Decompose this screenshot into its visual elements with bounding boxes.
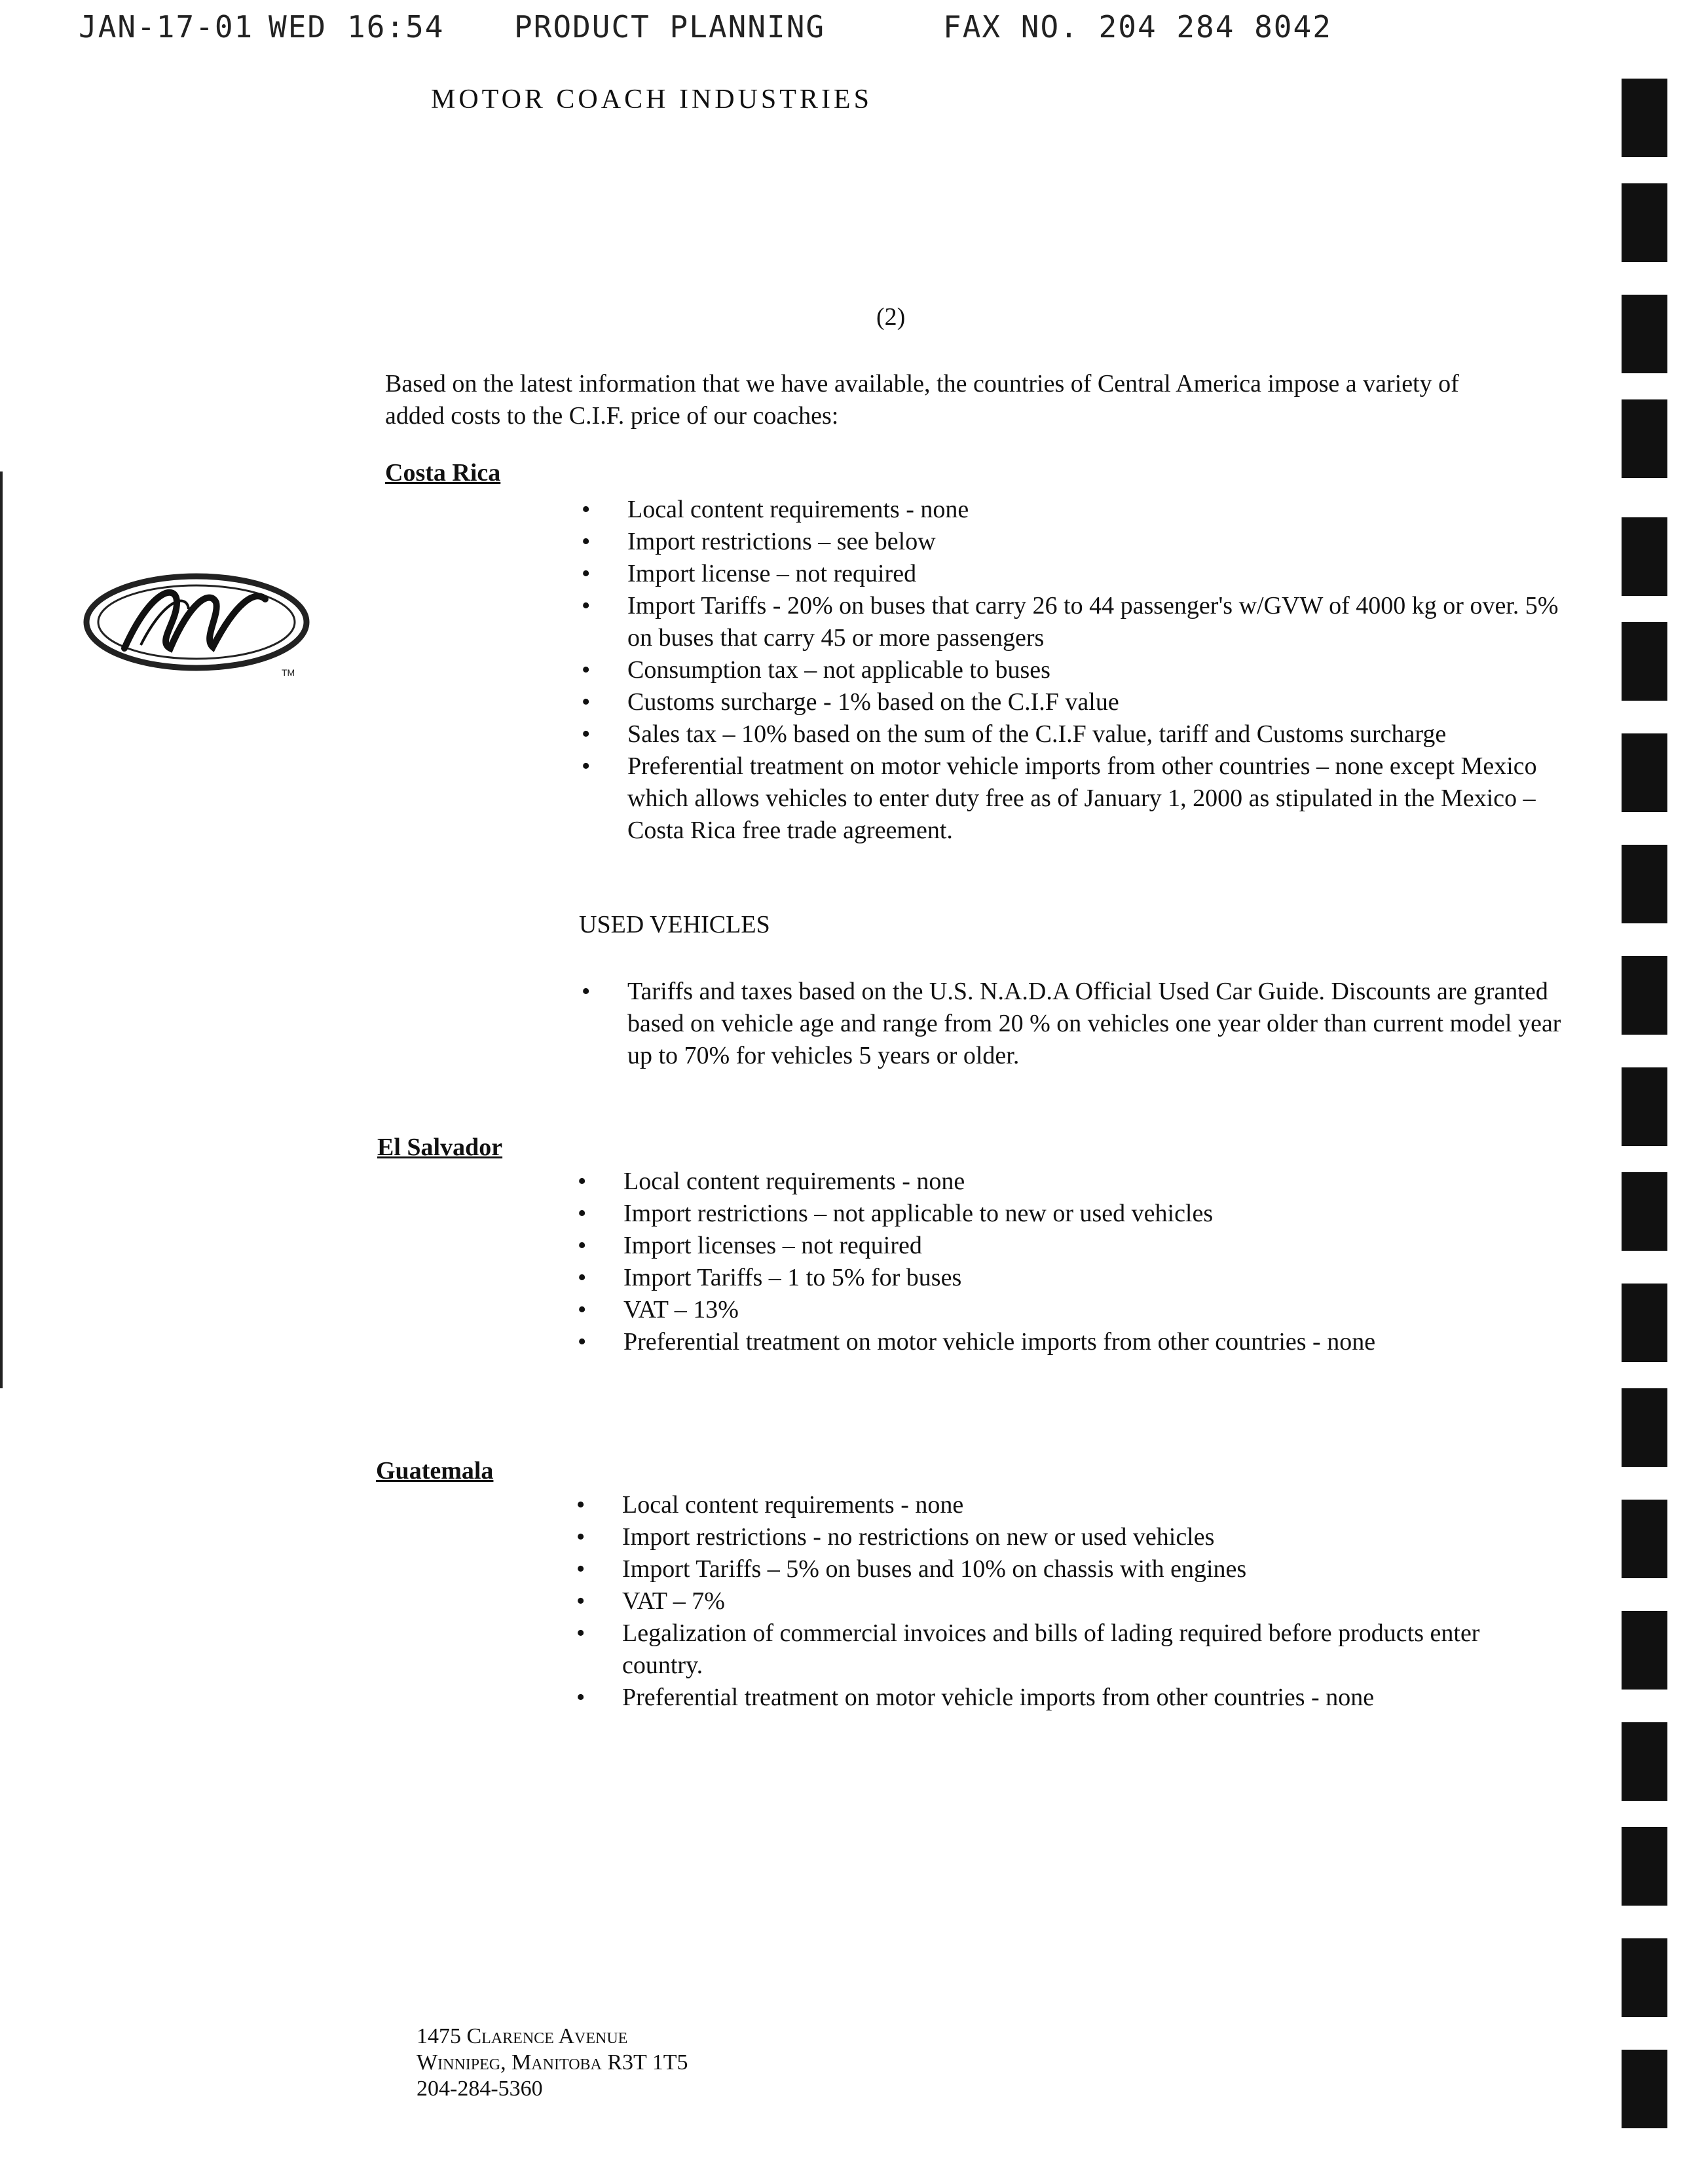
list-item: • Import Tariffs - 20% on buses that carry 26 to 44 passenger's w/GVW of 4000 kg or over. 5% on buses that carry 45 or more passengers xyxy=(627,590,1570,654)
list-item: • Preferential treatment on motor vehicle imports from other countries - none xyxy=(622,1682,1565,1714)
footer-city: Winnipeg, Manitoba R3T 1T5 xyxy=(417,2050,688,2075)
footer-street: 1475 Clarence Avenue xyxy=(417,2024,628,2048)
fax-department: PRODUCT PLANNING xyxy=(514,9,826,45)
page-number: (2) xyxy=(876,303,906,331)
fax-day: WED xyxy=(269,9,327,45)
company-name: MOTOR COACH INDUSTRIES xyxy=(431,84,872,115)
list-item: • Consumption tax – not applicable to buses xyxy=(627,654,1570,686)
list-item: • VAT – 7% xyxy=(622,1585,1565,1617)
list-item: • Import Tariffs – 1 to 5% for buses xyxy=(623,1262,1567,1294)
intro-paragraph: Based on the latest information that we have available, the countries of Central America impose a variety of added costs to the C.I.F. price of our coaches: xyxy=(385,370,1459,430)
section-title-el-salvador: El Salvador xyxy=(377,1134,503,1161)
section-title-guatemala: Guatemala xyxy=(376,1457,494,1485)
list-item: • Import restrictions – not applicable to new or used vehicles xyxy=(623,1198,1567,1230)
list-item: • Tariffs and taxes based on the U.S. N.A.D.A Official Used Car Guide. Discounts are granted based on vehicle age and range from 20 % on vehicles one year older than current model year up to 70% for vehicles 5 years or older. xyxy=(627,976,1584,1072)
fax-header xyxy=(79,9,1519,55)
svg-text:TM: TM xyxy=(282,667,295,678)
costa-rica-list xyxy=(627,494,1570,847)
list-item: • Import licenses – not required xyxy=(623,1230,1567,1262)
used-vehicles-heading: USED VEHICLES xyxy=(579,911,770,938)
footer-address xyxy=(417,2023,688,2102)
footer-phone: 204-284-5360 xyxy=(417,2077,543,2101)
list-item: • Import restrictions – see below xyxy=(627,526,1570,558)
spiral-binding-marks xyxy=(1622,59,1667,2168)
list-item: • Local content requirements - none xyxy=(627,494,1570,526)
list-item: • VAT – 13% xyxy=(623,1294,1567,1326)
list-item: • Import Tariffs – 5% on buses and 10% on chassis with engines xyxy=(622,1553,1565,1585)
list-item: • Import license – not required xyxy=(627,558,1570,590)
list-item: • Legalization of commercial invoices and bills of lading required before products enter country. xyxy=(622,1617,1565,1682)
section-title-costa-rica: Costa Rica xyxy=(385,459,501,487)
fax-date: JAN-17-01 xyxy=(79,9,254,45)
list-item: • Local content requirements - none xyxy=(623,1166,1567,1198)
list-item: • Customs surcharge - 1% based on the C.I.F value xyxy=(627,686,1570,718)
fax-number: FAX NO. 204 284 8042 xyxy=(943,9,1332,45)
el-salvador-list xyxy=(623,1166,1567,1358)
scan-edge-line xyxy=(0,471,3,1388)
list-item: • Sales tax – 10% based on the sum of the C.I.F value, tariff and Customs surcharge xyxy=(627,718,1570,750)
list-item: • Preferential treatment on motor vehicle imports from other countries – none except Mexico which allows vehicles to enter duty free as of January 1, 2000 as stipulated in the Mexico – Costa Rica free trade agreement. xyxy=(627,750,1570,847)
used-vehicles-list xyxy=(627,976,1584,1072)
fax-time: 16:54 xyxy=(347,9,445,45)
list-item: • Local content requirements - none xyxy=(622,1489,1565,1521)
guatemala-list xyxy=(622,1489,1565,1714)
mci-oval-logo-icon xyxy=(79,563,327,688)
list-item: • Import restrictions - no restrictions on new or used vehicles xyxy=(622,1521,1565,1553)
list-item: • Preferential treatment on motor vehicle imports from other countries - none xyxy=(623,1326,1567,1358)
